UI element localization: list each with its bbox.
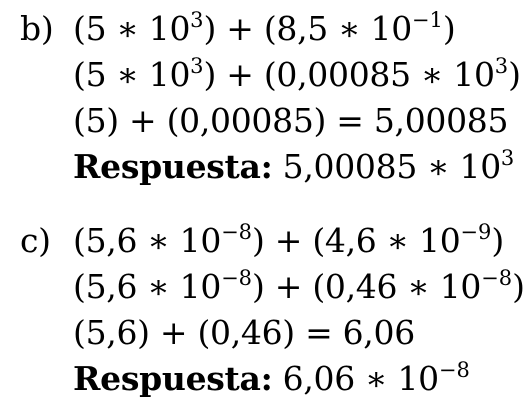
problem-c-line-1 — [0, 218, 506, 264]
problem-b-line-3 — [0, 98, 509, 144]
answer-value: 6,06 ∗ 10 — [282, 359, 439, 398]
answer-label: Respuesta: — [73, 359, 273, 398]
problem-c-line-2 — [0, 264, 525, 310]
problem-b-label: b) — [20, 9, 54, 48]
problem-c-label: c) — [20, 221, 51, 260]
exponent: 3 — [190, 54, 204, 78]
exponent: −8 — [221, 220, 253, 244]
problem-b-expression-1: (5 ∗ $10^3) + (8,5$ ∗ $10^{-1}$) — [73, 8, 456, 48]
exponent: −1 — [411, 8, 443, 32]
problem-b-expression-3: (5) + (0,00085) = 5,00085 — [73, 101, 509, 140]
exponent: −8 — [481, 266, 513, 290]
answer-value: 5,00085 ∗ 10 — [282, 147, 501, 186]
exponent: 3 — [494, 54, 509, 78]
exponent: −8 — [221, 266, 253, 290]
exponent: −9 — [460, 220, 492, 244]
problem-b — [0, 6, 521, 190]
problem-c-expression-2: (5,6 ∗ $10^{-8}) + (0,46$ ∗ $10^{-8}$) — [73, 266, 525, 306]
problem-c-answer-row — [0, 356, 506, 402]
problem-c — [0, 218, 525, 402]
problem-b-line-2 — [0, 52, 521, 98]
exponent: −8 — [438, 358, 470, 382]
problem-c-line-3 — [0, 310, 506, 356]
problem-c-expression-3: (5,6) + (0,46) = 6,06 — [73, 313, 415, 352]
problem-b-expression-2: (5 ∗ $10^3) + (0,00085$ ∗ $10^3$) — [73, 54, 521, 94]
exponent: 3 — [190, 8, 204, 32]
problem-b-line-1 — [0, 6, 506, 52]
problem-c-expression-1: (5,6 ∗ $10^{-8}) + (4,6$ ∗ $10^{-9}$) — [73, 220, 504, 260]
answer-label: Respuesta: — [73, 147, 273, 186]
exponent: 3 — [500, 146, 515, 170]
problem-b-answer-row — [0, 144, 515, 190]
